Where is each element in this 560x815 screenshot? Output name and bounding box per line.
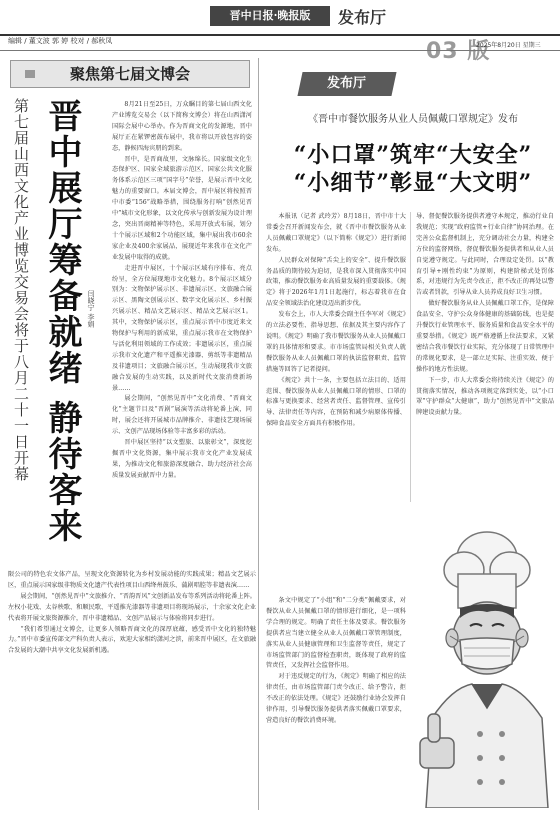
page-number: 03 版 [426,39,491,64]
paragraph: 晋中，是晋商故里，文脉绵长。国家级文化生态保护区、国家全域旅游示范区、国家公共文化服务体系示范区三项“国字号”荣誉，是展示晋中文化魅力的重要窗口。本届文博会，晋中展区将按照晋中市委“156”战略举措，围绕服务打响“创然见晋中”城市文化形象，以文化传承与创新发展为设计理念，突出晋商精神等特色，采用开放式布展，划分十个展示区域和2个功能区域，集中展出我市60余家企业及400余家展品，展现近年来我市在文化产业发展中取得的成就。 [112,155,252,261]
paragraph: 人民群众对保障“舌尖上的安全”、提升餐饮服务品质的期待较为迫切，是我市深入贯彻落实中国政策，推动餐饮服务业高质量发展的重要载体。《规定》将于2026年1月1日起施行，标志着我市在食品安全领域法治化建设迈出新步伐。 [266,256,406,308]
paragraph: 8月21日至25日，万众瞩目的第七届山西文化产业博览交易会（以下简称文博会）将在山西潇河国际会展中心举办。作为晋商文化的发源地，晋中展厅正在紧锣密鼓布展中，我市将以开放包容的姿态，静候四海宾朋的到来。 [112,101,252,152]
right-article-col1 [266,212,406,592]
right-article-col2 [416,212,554,502]
section-tag [297,72,396,96]
section-tag-label: 发布厅 [327,76,367,91]
paragraph: 导、督促餐饮服务提供者遵守本规定，推动行业自我规范；实现“政府监管+行业自律”协同治理。在完善公众监督机制上，充分调动社会力量，构建全方位的监督网络，督促餐饮服务提供者和从业人员自觉遵守规定。与此同时，合理设定处罚。以“教育引导+刚性约束”为原则，构建阶梯式处罚体系，对违规行为先责令改正，拒不改正的再处以警告或者罚款，引导从业人员养成良好卫生习惯。 [416,213,554,297]
paragraph: 条文中规定了“小组”和“二分类”佩戴要求，对餐饮从业人员佩戴口罩的情形进行细化，是一项科学合理的规定。明确了责任主体及要求。餐饮服务提供者应当建立健全从业人员佩戴口罩管理制度，落实从业人员健康管理和卫生监督等责任，规定了市场监管部门的监督检查职责，既体现了政府的监管责任，又发挥社会监督作用。 [266,597,406,670]
editors-line: 编辑 / 董文波 郭 婷 校对 / 郝秋凤 [8,37,113,45]
paragraph: “我们希望通过文博会，让更多人领略晋商文化的深厚底蕴，感受晋中文化的独特魅力。”晋中市委宣传部文产科负责人表示，欢迎大家相约潇河之滨，前来晋中展区，在文旅融合发展的大潮中共享文化发展新机遇。 [8,625,256,655]
right-article-col1-continued [266,596,406,810]
left-article-continued [8,570,256,810]
right-kicker: 《晋中市餐饮服务从业人员佩戴口罩规定》发布 [308,114,518,125]
paragraph: 本报讯（记者 武玲芳）8月18日，晋中市十大常委会召开新闻发布会，就《晋中市餐饮服务从业人员佩戴口罩规定》（以下简称《规定》）进行新闻发布。 [266,213,406,253]
left-byline: 闫晓宁 李娟 [87,290,95,328]
column-divider [258,58,259,810]
paragraph: 展会期间，“创然见晋中”文旅推介、“晋韵晋风”文创新品发布等系列活动将轮番上阵。左权小花戏、太谷秧歌、和顺民歌、平遥推光漆器等非遗项目将现场展示，十余家文化企业代表将开展文旅资源推介，晋中非遗精品、文创产品展示与体验将同步进行。 [8,592,256,622]
face-mask-icon [450,636,524,669]
right-column-divider [410,212,411,502]
paragraph: 限公司的特色农文体产品，呈现文化资源转化为乡村发展动能的实践成果；精品文艺展示区，重点展示国家级非物质文化遗产代表性项目山西绛州鼓乐、蒲剧唱腔等非遗表演…… [8,571,256,589]
page-header [0,0,560,36]
paragraph: 发布会上，市人大常委会副主任李军对《规定》的立法必要性、指导思想、依据及其主要内容作了说明。《规定》明确了我市餐饮服务从业人员佩戴口罩的具体情形和要求。市市场监管局相关负责人就餐饮服务从业人员佩戴口罩的执法监督职责、监管措施等回答了记者提问。 [266,311,406,373]
masthead-logo: 晋中日报·晚报版 [210,6,330,26]
paragraph: 走进晋中展区，十个展示区域有序排布、亮点纷呈，全方位展现地市文化魅力。8个展示区域分别为：文物保护展示区、非遗展示区、文旅融合展示区、黑陶文创展示区、数字文化展示区、乡村振兴展示区、精品文艺展示区、精品文艺展示区1。其中，文物保护展示区，重点展示晋中市度近来文物保护与利用的新成果，重点展示我市在文物保护与活化利用领域的工作成效；非遗展示区，重点展示我市文化遗产和平遥推光漆器、剪纸等非遗精品及非遗项目；文旅融合展示区，生动展现我市文旅融合发展的生动实践，以及新时代文旅消费新场景…… [112,264,252,392]
banner-label: 聚焦第七届文博会 [69,65,190,83]
chef-hat-icon [444,532,530,608]
paragraph: 《规定》共十一条，主要包括立法目的、适用范围、餐饮服务从业人员佩戴口罩的情形、口罩的标准与更换要求、经营者责任、监督管理、宣传引导、法律责任等内容，在预防和减少病原体传播、保障食品安全方面具有积极作用。 [266,376,406,428]
left-subtitle: 第七届山西文化产业博览交易会将于八月二十一日开幕 [12,98,30,482]
left-headline: 晋中展厅筹备就绪 静待客来 [42,98,82,544]
topic-banner [10,60,250,88]
right-headline-line1: “小口罩”筑牢“大安全” [293,142,533,168]
paragraph: 对于违反规定的行为，《规定》明确了相应的法律责任，由市场监管部门责令改正、给予警告，拒不改正的依法处理。《规定》还鼓励行业协会发挥自律作用，引导餐饮服务提供者落实佩戴口罩要求，营造良好的餐饮消费环境。 [266,673,406,724]
issue-date: 2025年8月20日 星期三 [476,42,541,49]
left-article-body [112,100,252,566]
right-headline-line2: “小细节”彰显“大文明” [293,170,533,196]
section-title: 发布厅 [338,8,387,27]
paragraph: 晋中展区坚持“以文塑旅、以旅彰文”，深度挖掘晋中文化资源，集中展示我市文化产业发展成果，为推动文化和旅游深度融合、助力经济社会高质量发展贡献晋中力量。 [112,439,252,479]
paragraph: 展会期间，“创然见晋中”文化消费、“晋商文化”主题节目及“晋剧”展演等活动将轮番上演，同时，展会还将开展城市品牌推介、非遗技艺现场展示、文创产品现场体验等丰富多彩的活动。 [112,395,252,436]
paragraph: 下一步，市人大常委会将持续关注《规定》的贯彻落实情况，推动各项规定落到实处，以“小口罩”守护群众“大健康”，助力“创然见晋中”文旅品牌建设贡献力量。 [416,376,554,417]
header-divider [0,50,560,51]
chef-illustration [412,508,558,808]
paragraph: 做好餐饮服务从业人员佩戴口罩工作，是保障食品安全、守护公众身体健康的基础防线，也是提升餐饮行业管理水平、服务质量和食品安全水平的重要举措。《规定》既严格遵循上位法要求，又紧密结合我市餐饮行业实际，充分体现了日常管理中的常规化要求，是一部立足实际、注重实效、便于操作的地方性法规。 [416,300,554,373]
